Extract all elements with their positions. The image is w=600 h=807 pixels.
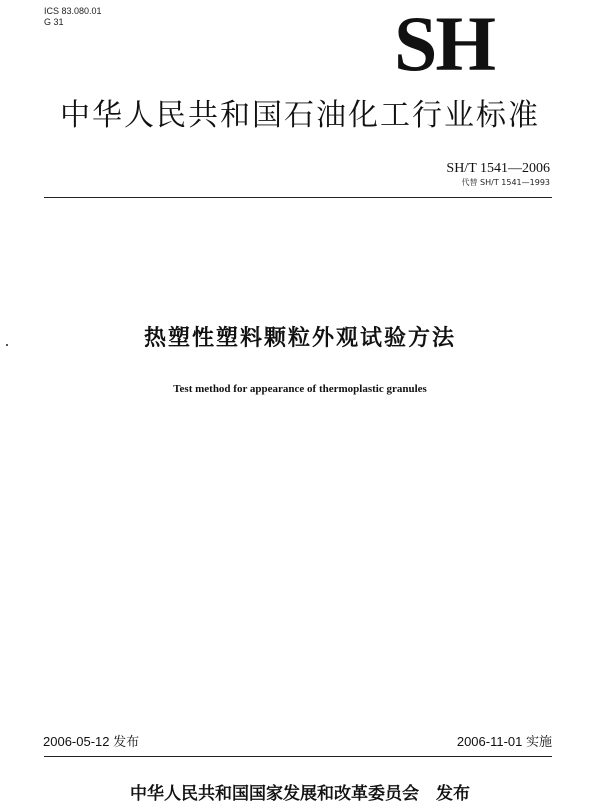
issue-date: 2006-05-12 发布 xyxy=(43,734,140,749)
implementation-date: 2006-11-01 实施 xyxy=(456,734,552,749)
ics-code: ICS 83.080.01 xyxy=(44,6,102,16)
standard-number-block xyxy=(446,160,550,188)
title-english: Test method for appearance of thermoplastic granules xyxy=(173,383,427,395)
sh-logo: SH xyxy=(394,0,495,87)
main-title: 中华人民共和国石油化工行业标准 xyxy=(60,98,540,133)
bottom-divider xyxy=(44,756,552,757)
title-chinese: 热塑性塑料颗粒外观试验方法 xyxy=(143,326,456,351)
standard-number: SH/T 1541—2006 xyxy=(446,161,550,176)
classification-codes xyxy=(44,6,102,28)
ccs-code: G 31 xyxy=(44,17,64,27)
top-divider xyxy=(44,197,552,198)
issuing-authority: 中华人民共和国国家发展和改革委员会 发布 xyxy=(130,784,470,804)
replaces-standard: 代替 SH/T 1541—1993 xyxy=(461,178,550,187)
